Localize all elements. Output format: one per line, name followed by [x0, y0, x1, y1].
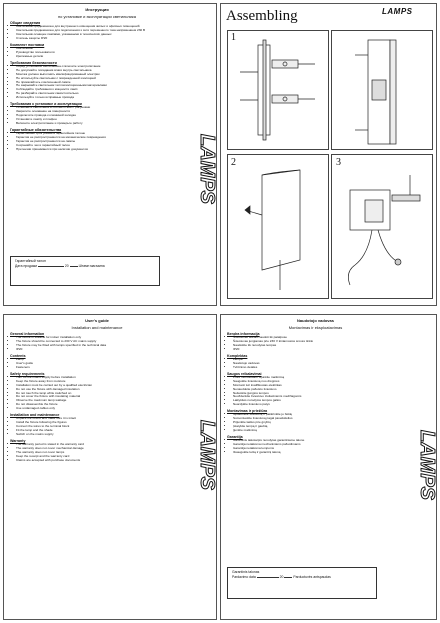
- en-list-item: • Switch on the mains supply: [16, 433, 184, 437]
- ru-list-item: • Закрепите основание на поверхности: [16, 110, 184, 114]
- lt-section-list: [227, 413, 404, 433]
- ru-list-item: • Гарантия не распространяется на механические повреждения: [16, 136, 184, 140]
- ru-list-item: • Включите электропитание и проверьте работу: [16, 122, 184, 126]
- lt-list-item: • Išpakuokite šviestuvą ir patikrinkite jo būklę: [233, 413, 404, 417]
- en-list-item: • The fixture may be fitted with lamps specified in the technical data: [16, 344, 184, 348]
- en-list-item: • The warranty does not cover lamps: [16, 451, 184, 455]
- ru-list-item: • Гарантийный срок указан в гарантийном талоне: [16, 132, 184, 136]
- ru-list-item: • Крепежные детали: [16, 55, 184, 59]
- en-list-item: • Connect the wires to the terminal block: [16, 425, 184, 429]
- en-section-list: [10, 417, 184, 437]
- en-list-item: • Fit the lamp and the shade: [16, 429, 184, 433]
- en-list-item: • Turn off the mains supply before installation: [16, 376, 184, 380]
- en-list-item: • User's guide: [16, 362, 184, 366]
- en-list-item: • Do not disassemble the fixture: [16, 403, 184, 407]
- ru-list-item: • Соблюдайте требования к мощности ламп: [16, 88, 184, 92]
- ru-list-item: • Не используйте светильник с поврежденной изоляцией: [16, 77, 184, 81]
- ru-list-item: • Монтаж должен выполнять квалифицированный электрик: [16, 73, 184, 77]
- lt-list-item: • Nenaudokite pažeisto šviestuvo: [233, 388, 404, 392]
- lt-list-item: • IP20: [233, 348, 404, 352]
- en-list-item: • Keep the receipt and the warranty card: [16, 455, 184, 459]
- lt-list-item: • Prieš montuodami išjunkite maitinimą: [233, 376, 404, 380]
- ru-list-item: • Претензии принимаются при наличии документов: [16, 148, 184, 152]
- lt-list-item: • Sumontuokite šviestuvą pagal paveikslėlius: [233, 417, 404, 421]
- lt-list-item: • Naudotojo vadovas: [233, 362, 404, 366]
- en-list-item: • The fixture is suitable for indoor installation only: [16, 336, 184, 340]
- ru-form-label: Гарантийный талон: [15, 259, 46, 263]
- en-list-item: • Do not cover the fixture with insulating material: [16, 395, 184, 399]
- step-3-drawing: [245, 170, 300, 290]
- ru-list-item: • Не закрывайте светильник теплоизоляционными материалами: [16, 84, 184, 88]
- en-list-item: • IP20: [16, 348, 184, 352]
- lt-form-date-label: Pardavimo data: [232, 575, 256, 579]
- en-list-item: • Install the fixture following the figures: [16, 421, 184, 425]
- step-2-drawing: [355, 40, 396, 144]
- en-list-item: • Do not touch the lamp while switched on: [16, 392, 184, 396]
- lt-form-date-row: [232, 575, 372, 580]
- lt-list-item: • Saugokite šviestuvą nuo drėgmės: [233, 380, 404, 384]
- side-logo-lt: [408, 395, 438, 535]
- en-list-item: • Lamp: [16, 358, 184, 362]
- ru-list-item: • Гарантия не распространяется на лампы: [16, 140, 184, 144]
- lt-list-item: • Garantinis laikotarpis nurodytas garantiniame talone: [233, 439, 404, 443]
- lt-section-list: [227, 336, 404, 352]
- ru-form-date-label: Дата продажи: [15, 264, 38, 268]
- step-4-drawing: [348, 175, 420, 285]
- en-list-item: • Observe the maximum lamp wattage: [16, 399, 184, 403]
- ru-title: Инструкция: [85, 7, 109, 12]
- ru-list-item: • Руководство пользователя: [16, 51, 184, 55]
- ru-form-stamp: Штамп магазина: [78, 264, 105, 268]
- lt-list-item: • Laikykitės nurodytos lempos galios: [233, 399, 404, 403]
- lt-warranty-form: [227, 567, 377, 599]
- ru-list-item: • Подключите провода к клеммной колодке: [16, 114, 184, 118]
- step-number-2: 2: [231, 157, 236, 168]
- ru-list-item: • Светильник: [16, 47, 184, 51]
- en-section-heading: General information: [10, 332, 45, 336]
- lt-form-year: 20: [279, 575, 284, 579]
- lt-subtitle: Montavimas ir eksploatavimas: [288, 325, 343, 330]
- en-section-heading: Safety requirements: [10, 371, 45, 376]
- en-title: User's guide: [85, 318, 109, 323]
- lt-list-item: • Lempa: [233, 358, 404, 362]
- en-section-list: [10, 443, 184, 463]
- ru-list-item: • Светильник оснащен лампами, указанными в технических данных: [16, 33, 184, 37]
- lt-section-heading: Bendra informacija: [227, 332, 260, 336]
- lt-section-heading: Saugos reikalavimai: [227, 371, 262, 376]
- lt-section-list: [227, 376, 404, 407]
- lt-list-item: • Neardykite šviestuvo patys: [233, 403, 404, 407]
- ru-section-heading: Общие сведения: [10, 21, 41, 25]
- side-logo-text: LAMPS: [196, 420, 218, 490]
- ru-list-item: • Степень защиты IP20: [16, 37, 184, 41]
- ru-section-heading: Комплект поставки: [10, 42, 45, 47]
- side-logo-en: [188, 385, 218, 525]
- ru-list-item: • Не прикасайтесь к включенной лампе: [16, 81, 184, 85]
- lt-title: Naudotojo vadovas: [297, 318, 334, 323]
- ru-form-year: 20: [64, 264, 69, 268]
- ru-list-item: • Установите светильник в соответствии с рисунками: [16, 106, 184, 110]
- ru-list-item: • Перед установкой светильника отключите электропитание: [16, 65, 184, 69]
- step-number-3: 3: [336, 157, 341, 168]
- ru-subtitle: по установке и эксплуатации светильника: [58, 14, 136, 19]
- en-subtitle: Installation and maintenance: [71, 325, 123, 330]
- en-list-item: • Use undamaged cables only: [16, 407, 184, 411]
- en-list-item: • The fixture should be connected to 230 V AC mains supply: [16, 340, 184, 344]
- lt-list-item: • Įjunkite maitinimą: [233, 429, 404, 433]
- en-list-item: • The warranty period is stated in the warranty card: [16, 443, 184, 447]
- lt-list-item: • Išsaugokite kvitą ir garantinį taloną: [233, 451, 404, 455]
- lt-section-heading: Garantija: [227, 434, 243, 439]
- ru-list-item: • Светильник предназначен для внутреннего освещения жилых и офисных помещений: [16, 25, 184, 29]
- assembly-brand-logo: LAMPS: [382, 7, 413, 16]
- lt-form-label: Garantinis talonas: [232, 570, 260, 574]
- ru-section-heading: Гарантийные обязательства: [10, 127, 62, 132]
- lt-list-item: • Montuoti turi kvalifikuotas elektrikas: [233, 384, 404, 388]
- en-section-list: [10, 336, 184, 352]
- lt-section-list: [227, 439, 404, 455]
- lt-list-item: • Prijunkite laidus prie gnybtų: [233, 421, 404, 425]
- lt-list-item: • Tvirtinimo detalės: [233, 366, 404, 370]
- lt-form-stamp: Parduotuvės antspaudas: [293, 575, 331, 579]
- en-list-item: • Installation must be carried out by a qualified electrician: [16, 384, 184, 388]
- en-list-item: • Do not use the fixture with damaged insulation: [16, 388, 184, 392]
- en-list-item: • Fasteners: [16, 366, 184, 370]
- step-1-drawing: [240, 40, 315, 140]
- en-section-list: [10, 358, 184, 370]
- en-section-heading: Warranty: [10, 438, 26, 443]
- en-section-heading: Contents: [10, 353, 26, 358]
- panel-en: [3, 314, 217, 620]
- ru-list-item: • Используйте только исправные провода: [16, 96, 184, 100]
- ru-list-item: • Сохраняйте чек и гарантийный талон: [16, 144, 184, 148]
- ru-list-item: • Светильник предназначен для подключения к сети переменного тока напряжением 230 В: [16, 29, 184, 33]
- lt-list-item: • Garantija netaikoma lempoms: [233, 447, 404, 451]
- side-logo-text: LAMPS: [196, 134, 218, 204]
- ru-list-item: • Не разбирайте светильник самостоятельно: [16, 92, 184, 96]
- lt-list-item: • Šviestuvas skirtas naudoti tik patalpose: [233, 336, 404, 340]
- lt-section-heading: Komplektas: [227, 353, 248, 358]
- ru-list-item: • Установите лампу и плафон: [16, 118, 184, 122]
- lt-list-item: • Neuždenkite šviestuvo izoliacinėmis medžiagomis: [233, 395, 404, 399]
- lt-section-heading: Montavimas ir priežiūra: [227, 409, 268, 414]
- en-list-item: • Claims are accepted with purchase documents: [16, 459, 184, 463]
- lt-list-item: • Šviestuvas jungiamas prie 230 V kintamosios srovės tinklo: [233, 340, 404, 344]
- lt-list-item: • Naudokite tik nurodytas lempas: [233, 344, 404, 348]
- assembly-title: Assembling: [226, 8, 298, 24]
- en-sections: [10, 332, 184, 463]
- side-logo-text: LAMPS: [416, 430, 438, 500]
- en-list-item: • Keep the fixture away from moisture: [16, 380, 184, 384]
- en-list-item: • The warranty does not cover mechanical damage: [16, 447, 184, 451]
- en-section-heading: Installation and maintenance: [10, 413, 60, 418]
- en-list-item: • Unpack the fixture and make sure it is intact: [16, 417, 184, 421]
- step-number-1: 1: [231, 32, 236, 43]
- lt-list-item: • Nelieskite įjungtos lempos: [233, 392, 404, 396]
- en-section-list: [10, 376, 184, 411]
- panel-lt: [220, 314, 437, 620]
- lt-list-item: • Įstatykite lempą ir gaubtą: [233, 425, 404, 429]
- ru-list-item: • Не допускайте попадания влаги внутрь светильника: [16, 69, 184, 73]
- ru-section-heading: Требования к установке и эксплуатации: [10, 102, 82, 107]
- ru-section-heading: Требования безопасности: [10, 60, 57, 65]
- lt-sections: [227, 332, 404, 455]
- lt-section-list: [227, 358, 404, 370]
- lt-list-item: • Garantija netaikoma mechaniniams pažeidimams: [233, 443, 404, 447]
